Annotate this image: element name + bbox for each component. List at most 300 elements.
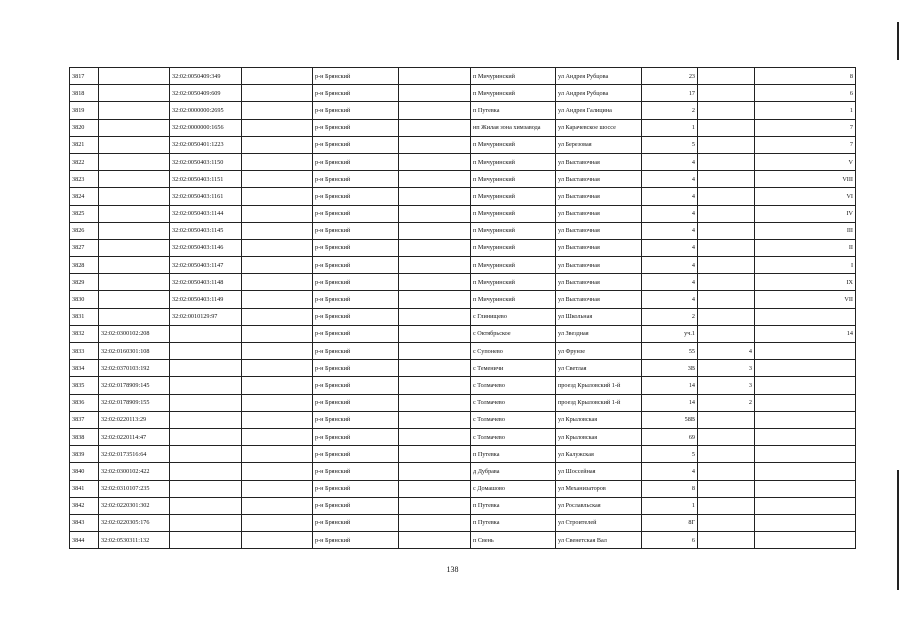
district-cell: р-н Брянский	[313, 274, 399, 291]
street-cell: ул Выставочная	[556, 153, 642, 170]
cadastral-number-b-cell: 32:02:0050403:1145	[170, 222, 242, 239]
row-number-cell: 3841	[70, 480, 99, 497]
settlement-cell: п Мичуринский	[471, 188, 556, 205]
house-number-cell: 5	[642, 446, 698, 463]
blank-col-b-cell	[399, 205, 471, 222]
district-cell: р-н Брянский	[313, 308, 399, 325]
blank-col-a-cell	[242, 205, 313, 222]
apartment-number-cell: IX	[755, 274, 856, 291]
blank-col-b-cell	[399, 446, 471, 463]
row-number-cell: 3843	[70, 514, 99, 531]
row-number-cell: 3827	[70, 239, 99, 256]
cadastral-number-b-cell	[170, 532, 242, 549]
apartment-number-cell: 1	[755, 102, 856, 119]
district-cell: р-н Брянский	[313, 497, 399, 514]
house-number-cell: уч.1	[642, 325, 698, 342]
cadastral-number-a-cell: 32:02:0530311:132	[99, 532, 170, 549]
house-number-cell: 1	[642, 497, 698, 514]
blank-col-b-cell	[399, 85, 471, 102]
apartment-number-cell	[755, 497, 856, 514]
cadastral-number-b-cell: 32:02:0000000:1656	[170, 119, 242, 136]
cadastral-number-b-cell	[170, 446, 242, 463]
district-cell: р-н Брянский	[313, 446, 399, 463]
building-number-cell	[698, 428, 755, 445]
cadastral-number-a-cell: 32:02:0178909:145	[99, 377, 170, 394]
cadastral-number-b-cell	[170, 411, 242, 428]
blank-col-b-cell	[399, 343, 471, 360]
settlement-cell: нп Жилая зона химзавода	[471, 119, 556, 136]
table-row	[70, 446, 856, 463]
settlement-cell: с Глинищево	[471, 308, 556, 325]
settlement-cell: п Мичуринский	[471, 239, 556, 256]
district-cell: р-н Брянский	[313, 239, 399, 256]
settlement-cell: с Толмачево	[471, 428, 556, 445]
table-row	[70, 68, 856, 85]
table-row	[70, 274, 856, 291]
table-row	[70, 308, 856, 325]
row-number-cell: 3837	[70, 411, 99, 428]
table-row	[70, 205, 856, 222]
cadastral-number-a-cell	[99, 308, 170, 325]
district-cell: р-н Брянский	[313, 102, 399, 119]
apartment-number-cell: VII	[755, 291, 856, 308]
cadastral-number-a-cell: 32:02:0370103:192	[99, 360, 170, 377]
apartment-number-cell	[755, 360, 856, 377]
cadastral-number-b-cell	[170, 497, 242, 514]
table-row	[70, 497, 856, 514]
house-number-cell: 4	[642, 291, 698, 308]
street-cell: ул Калужская	[556, 446, 642, 463]
settlement-cell: п Мичуринский	[471, 171, 556, 188]
district-cell: р-н Брянский	[313, 463, 399, 480]
house-number-cell: 8Г	[642, 514, 698, 531]
blank-col-a-cell	[242, 394, 313, 411]
settlement-cell: с Октябрьское	[471, 325, 556, 342]
district-cell: р-н Брянский	[313, 257, 399, 274]
building-number-cell	[698, 446, 755, 463]
cadastral-number-b-cell	[170, 480, 242, 497]
house-number-cell: 23	[642, 68, 698, 85]
settlement-cell: п Путевка	[471, 514, 556, 531]
district-cell: р-н Брянский	[313, 153, 399, 170]
cadastral-number-b-cell	[170, 463, 242, 480]
district-cell: р-н Брянский	[313, 480, 399, 497]
registry-table-container	[69, 67, 856, 549]
house-number-cell: 14	[642, 394, 698, 411]
district-cell: р-н Брянский	[313, 68, 399, 85]
settlement-cell: п Мичуринский	[471, 136, 556, 153]
cadastral-number-a-cell	[99, 85, 170, 102]
blank-col-a-cell	[242, 102, 313, 119]
apartment-number-cell	[755, 532, 856, 549]
row-number-cell: 3820	[70, 119, 99, 136]
cadastral-number-a-cell: 32:02:0220114:47	[99, 428, 170, 445]
table-row	[70, 239, 856, 256]
cadastral-number-b-cell: 32:02:0050401:1223	[170, 136, 242, 153]
district-cell: р-н Брянский	[313, 411, 399, 428]
street-cell: ул Выставочная	[556, 188, 642, 205]
settlement-cell: п Путевка	[471, 446, 556, 463]
house-number-cell: 2	[642, 308, 698, 325]
cadastral-number-a-cell	[99, 239, 170, 256]
house-number-cell: 4	[642, 274, 698, 291]
building-number-cell	[698, 463, 755, 480]
street-cell: проезд Крыловский 1-й	[556, 377, 642, 394]
district-cell: р-н Брянский	[313, 205, 399, 222]
street-cell: ул Андрея Рубцова	[556, 85, 642, 102]
settlement-cell: п Мичуринский	[471, 257, 556, 274]
blank-col-b-cell	[399, 171, 471, 188]
house-number-cell: 58В	[642, 411, 698, 428]
table-row	[70, 394, 856, 411]
district-cell: р-н Брянский	[313, 377, 399, 394]
district-cell: р-н Брянский	[313, 343, 399, 360]
cadastral-number-b-cell: 32:02:0010129:97	[170, 308, 242, 325]
table-row	[70, 428, 856, 445]
blank-col-a-cell	[242, 308, 313, 325]
apartment-number-cell: VIII	[755, 171, 856, 188]
blank-col-b-cell	[399, 136, 471, 153]
blank-col-a-cell	[242, 188, 313, 205]
table-row	[70, 343, 856, 360]
blank-col-b-cell	[399, 308, 471, 325]
house-number-cell: 14	[642, 377, 698, 394]
building-number-cell	[698, 308, 755, 325]
street-cell: ул Свенетская Вал	[556, 532, 642, 549]
cadastral-number-a-cell: 32:02:0220305:176	[99, 514, 170, 531]
building-number-cell	[698, 171, 755, 188]
blank-col-a-cell	[242, 514, 313, 531]
district-cell: р-н Брянский	[313, 428, 399, 445]
page-number: 138	[446, 565, 459, 574]
blank-col-b-cell	[399, 188, 471, 205]
blank-col-b-cell	[399, 377, 471, 394]
settlement-cell: п Путевка	[471, 102, 556, 119]
street-cell: ул Рославльская	[556, 497, 642, 514]
district-cell: р-н Брянский	[313, 119, 399, 136]
apartment-number-cell	[755, 480, 856, 497]
district-cell: р-н Брянский	[313, 514, 399, 531]
street-cell: ул Выставочная	[556, 205, 642, 222]
apartment-number-cell	[755, 446, 856, 463]
blank-col-b-cell	[399, 394, 471, 411]
apartment-number-cell: 14	[755, 325, 856, 342]
cadastral-number-b-cell: 32:02:0050409:349	[170, 68, 242, 85]
table-row	[70, 188, 856, 205]
blank-col-a-cell	[242, 532, 313, 549]
table-row	[70, 85, 856, 102]
blank-col-b-cell	[399, 360, 471, 377]
apartment-number-cell	[755, 411, 856, 428]
apartment-number-cell	[755, 377, 856, 394]
cadastral-number-b-cell: 32:02:0050403:1148	[170, 274, 242, 291]
building-number-cell	[698, 325, 755, 342]
blank-col-b-cell	[399, 239, 471, 256]
apartment-number-cell: VI	[755, 188, 856, 205]
district-cell: р-н Брянский	[313, 360, 399, 377]
building-number-cell	[698, 136, 755, 153]
cadastral-number-b-cell: 32:02:0050403:1149	[170, 291, 242, 308]
apartment-number-cell	[755, 343, 856, 360]
street-cell: проезд Крыловский 1-й	[556, 394, 642, 411]
cadastral-number-a-cell	[99, 68, 170, 85]
table-row	[70, 360, 856, 377]
blank-col-b-cell	[399, 222, 471, 239]
cadastral-number-a-cell: 32:02:0160301:108	[99, 343, 170, 360]
cadastral-number-a-cell	[99, 257, 170, 274]
house-number-cell: 4	[642, 188, 698, 205]
district-cell: р-н Брянский	[313, 222, 399, 239]
blank-col-a-cell	[242, 257, 313, 274]
settlement-cell: п Мичуринский	[471, 68, 556, 85]
building-number-cell	[698, 291, 755, 308]
row-number-cell: 3844	[70, 532, 99, 549]
cadastral-number-b-cell	[170, 394, 242, 411]
settlement-cell: п Свень	[471, 532, 556, 549]
row-number-cell: 3819	[70, 102, 99, 119]
row-number-cell: 3842	[70, 497, 99, 514]
table-row	[70, 257, 856, 274]
row-number-cell: 3840	[70, 463, 99, 480]
street-cell: ул Механизаторов	[556, 480, 642, 497]
cadastral-number-b-cell: 32:02:0050409:609	[170, 85, 242, 102]
street-cell: ул Выставочная	[556, 291, 642, 308]
settlement-cell: с Толмачево	[471, 394, 556, 411]
house-number-cell: 6	[642, 532, 698, 549]
apartment-number-cell	[755, 463, 856, 480]
table-row	[70, 411, 856, 428]
cadastral-number-a-cell	[99, 136, 170, 153]
street-cell: ул Выставочная	[556, 274, 642, 291]
building-number-cell	[698, 480, 755, 497]
blank-col-a-cell	[242, 411, 313, 428]
street-cell: ул Школьная	[556, 308, 642, 325]
blank-col-a-cell	[242, 446, 313, 463]
blank-col-a-cell	[242, 463, 313, 480]
street-cell: ул Выставочная	[556, 239, 642, 256]
row-number-cell: 3822	[70, 153, 99, 170]
blank-col-a-cell	[242, 360, 313, 377]
building-number-cell: 3	[698, 360, 755, 377]
cadastral-number-b-cell: 32:02:0000000:2695	[170, 102, 242, 119]
building-number-cell	[698, 85, 755, 102]
blank-col-b-cell	[399, 325, 471, 342]
apartment-number-cell: V	[755, 153, 856, 170]
blank-col-a-cell	[242, 343, 313, 360]
cadastral-number-a-cell: 32:02:0220301:302	[99, 497, 170, 514]
blank-col-b-cell	[399, 463, 471, 480]
district-cell: р-н Брянский	[313, 325, 399, 342]
blank-col-a-cell	[242, 377, 313, 394]
cadastral-number-a-cell: 32:02:0173516:64	[99, 446, 170, 463]
street-cell: ул Выставочная	[556, 257, 642, 274]
house-number-cell: 4	[642, 171, 698, 188]
table-row	[70, 153, 856, 170]
row-number-cell: 3817	[70, 68, 99, 85]
building-number-cell	[698, 411, 755, 428]
row-number-cell: 3824	[70, 188, 99, 205]
house-number-cell: 4	[642, 257, 698, 274]
table-body	[70, 68, 856, 549]
cadastral-number-a-cell	[99, 205, 170, 222]
house-number-cell: 4	[642, 222, 698, 239]
blank-col-b-cell	[399, 291, 471, 308]
blank-col-a-cell	[242, 325, 313, 342]
table-row	[70, 136, 856, 153]
street-cell: ул Звездная	[556, 325, 642, 342]
row-number-cell: 3829	[70, 274, 99, 291]
blank-col-a-cell	[242, 222, 313, 239]
cadastral-number-a-cell: 32:02:0300102:208	[99, 325, 170, 342]
street-cell: ул Светлая	[556, 360, 642, 377]
blank-col-a-cell	[242, 68, 313, 85]
blank-col-a-cell	[242, 171, 313, 188]
settlement-cell: п Мичуринский	[471, 205, 556, 222]
blank-col-a-cell	[242, 480, 313, 497]
house-number-cell: 55	[642, 343, 698, 360]
blank-col-b-cell	[399, 532, 471, 549]
building-number-cell	[698, 257, 755, 274]
row-number-cell: 3825	[70, 205, 99, 222]
cadastral-number-b-cell	[170, 325, 242, 342]
house-number-cell: 4	[642, 205, 698, 222]
cadastral-number-b-cell	[170, 343, 242, 360]
row-number-cell: 3832	[70, 325, 99, 342]
house-number-cell: 3В	[642, 360, 698, 377]
building-number-cell	[698, 119, 755, 136]
apartment-number-cell: II	[755, 239, 856, 256]
blank-col-b-cell	[399, 153, 471, 170]
blank-col-b-cell	[399, 411, 471, 428]
blank-col-b-cell	[399, 119, 471, 136]
house-number-cell: 69	[642, 428, 698, 445]
cadastral-number-a-cell: 32:02:0310107:235	[99, 480, 170, 497]
house-number-cell: 4	[642, 153, 698, 170]
settlement-cell: с Супонево	[471, 343, 556, 360]
building-number-cell	[698, 68, 755, 85]
row-number-cell: 3818	[70, 85, 99, 102]
cadastral-number-a-cell	[99, 222, 170, 239]
cadastral-number-b-cell: 32:02:0050403:1146	[170, 239, 242, 256]
blank-col-b-cell	[399, 480, 471, 497]
house-number-cell: 8	[642, 480, 698, 497]
cadastral-number-a-cell	[99, 153, 170, 170]
building-number-cell: 4	[698, 343, 755, 360]
apartment-number-cell: 8	[755, 68, 856, 85]
blank-col-a-cell	[242, 497, 313, 514]
row-number-cell: 3823	[70, 171, 99, 188]
settlement-cell: п Мичуринский	[471, 85, 556, 102]
row-number-cell: 3830	[70, 291, 99, 308]
row-number-cell: 3833	[70, 343, 99, 360]
blank-col-a-cell	[242, 239, 313, 256]
settlement-cell: с Теменичи	[471, 360, 556, 377]
settlement-cell: п Мичуринский	[471, 153, 556, 170]
blank-col-b-cell	[399, 428, 471, 445]
row-number-cell: 3828	[70, 257, 99, 274]
cadastral-number-b-cell: 32:02:0050403:1150	[170, 153, 242, 170]
building-number-cell	[698, 102, 755, 119]
street-cell: ул Строителей	[556, 514, 642, 531]
apartment-number-cell: III	[755, 222, 856, 239]
table-row	[70, 377, 856, 394]
apartment-number-cell: 6	[755, 85, 856, 102]
street-cell: ул Шоссейная	[556, 463, 642, 480]
settlement-cell: п Мичуринский	[471, 222, 556, 239]
house-number-cell: 4	[642, 463, 698, 480]
street-cell: ул Выставочная	[556, 171, 642, 188]
street-cell: ул Карачевское шоссе	[556, 119, 642, 136]
apartment-number-cell	[755, 428, 856, 445]
house-number-cell: 4	[642, 239, 698, 256]
row-number-cell: 3839	[70, 446, 99, 463]
building-number-cell	[698, 239, 755, 256]
cadastral-number-b-cell: 32:02:0050403:1144	[170, 205, 242, 222]
settlement-cell: д Дубрава	[471, 463, 556, 480]
cadastral-number-a-cell: 32:02:0220113:29	[99, 411, 170, 428]
settlement-cell: с Толмачево	[471, 377, 556, 394]
cadastral-number-b-cell	[170, 377, 242, 394]
blank-col-a-cell	[242, 136, 313, 153]
row-number-cell: 3821	[70, 136, 99, 153]
street-cell: ул Андрея Рубцова	[556, 68, 642, 85]
district-cell: р-н Брянский	[313, 291, 399, 308]
blank-col-a-cell	[242, 85, 313, 102]
apartment-number-cell	[755, 308, 856, 325]
apartment-number-cell: 7	[755, 119, 856, 136]
blank-col-b-cell	[399, 514, 471, 531]
district-cell: р-н Брянский	[313, 171, 399, 188]
district-cell: р-н Брянский	[313, 532, 399, 549]
table-row	[70, 171, 856, 188]
cadastral-number-b-cell	[170, 428, 242, 445]
settlement-cell: п Мичуринский	[471, 291, 556, 308]
row-number-cell: 3826	[70, 222, 99, 239]
blank-col-b-cell	[399, 102, 471, 119]
street-cell: ул Фрунзе	[556, 343, 642, 360]
building-number-cell	[698, 497, 755, 514]
house-number-cell: 1	[642, 119, 698, 136]
settlement-cell: п Мичуринский	[471, 274, 556, 291]
edge-mark-top	[897, 22, 899, 60]
settlement-cell: с Толмачево	[471, 411, 556, 428]
cadastral-number-b-cell: 32:02:0050403:1151	[170, 171, 242, 188]
blank-col-a-cell	[242, 428, 313, 445]
row-number-cell: 3836	[70, 394, 99, 411]
building-number-cell: 3	[698, 377, 755, 394]
district-cell: р-н Брянский	[313, 85, 399, 102]
cadastral-number-b-cell	[170, 514, 242, 531]
building-number-cell	[698, 532, 755, 549]
cadastral-number-a-cell	[99, 102, 170, 119]
apartment-number-cell	[755, 394, 856, 411]
blank-col-a-cell	[242, 291, 313, 308]
table-row	[70, 480, 856, 497]
building-number-cell	[698, 153, 755, 170]
blank-col-b-cell	[399, 497, 471, 514]
building-number-cell: 2	[698, 394, 755, 411]
building-number-cell	[698, 514, 755, 531]
street-cell: ул Крыловская	[556, 428, 642, 445]
blank-col-b-cell	[399, 257, 471, 274]
row-number-cell: 3835	[70, 377, 99, 394]
settlement-cell: с Домашово	[471, 480, 556, 497]
table-row	[70, 119, 856, 136]
building-number-cell	[698, 188, 755, 205]
row-number-cell: 3838	[70, 428, 99, 445]
street-cell: ул Выставочная	[556, 222, 642, 239]
blank-col-a-cell	[242, 153, 313, 170]
